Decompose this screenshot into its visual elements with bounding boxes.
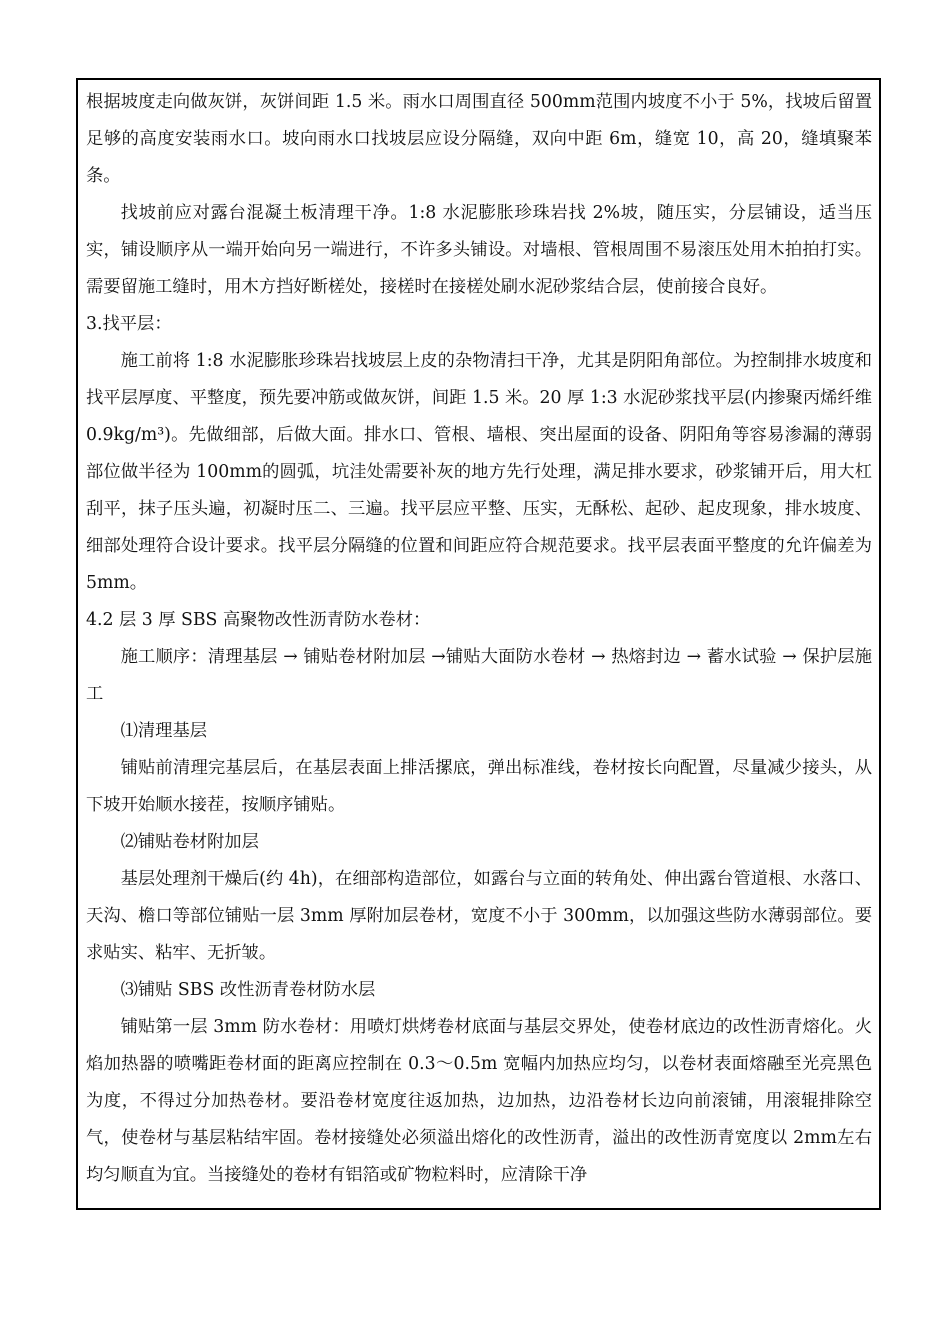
- heading-leveling-layer: 3.找平层：: [86, 314, 172, 334]
- subheading-additional-layer: ⑵铺贴卷材附加层: [120, 832, 259, 852]
- paragraph-first-membrane-layer: 铺贴第一层 3mm 防水卷材：用喷灯烘烤卷材底面与基层交界处，使卷材底边的改性沥青熔化。火焰加热器的喷嘴距卷材面的距离应控制在 0.3～0.5m 宽幅内加热应均匀，以卷材表面熔融至光亮黑色为度，不得过分加热卷材。要沿卷材宽度往返加热，边加热，边沿卷材长边向前滚铺，用滚辊排除空气，使卷材与基层粘结牢固。卷材接缝处必须溢出熔化的改性沥青，溢出的改性沥青宽度以 2mm左右均匀顺直为宜。当接缝处的卷材有铝箔或矿物粒料时，应清除干净: [86, 1017, 872, 1185]
- paragraph-slope-finding: 找坡前应对露台混凝土板清理干净。1:8 水泥膨胀珍珠岩找 2%坡，随压实，分层铺设，适当压实，铺设顺序从一端开始向另一端进行，不许多头铺设。对墙根、管根周围不易滚压处用木拍拍打实。需要留施工缝时，用木方挡好断槎处，接槎时在接槎处刷水泥砂浆结合层，使前接合良好。: [86, 203, 872, 297]
- subheading-clean-base: ⑴清理基层: [120, 721, 208, 741]
- document-body: [86, 84, 872, 1194]
- subheading-sbs-waterproof-layer: ⑶铺贴 SBS 改性沥青卷材防水层: [120, 980, 376, 1000]
- paragraph-slope-markers: 根据坡度走向做灰饼，灰饼间距 1.5 米。雨水口周围直径 500mm范围内坡度不小于 5%，找坡后留置足够的高度安装雨水口。坡向雨水口找坡层应设分隔缝，双向中距 6m，缝宽 10，高 20，缝填聚苯条。: [86, 92, 872, 186]
- paragraph-construction-sequence: 施工顺序：清理基层 → 铺贴卷材附加层 →铺贴大面防水卷材 → 热熔封边 → 蓄水试验 → 保护层施工: [86, 647, 872, 704]
- heading-sbs-membrane: 4.2 层 3 厚 SBS 高聚物改性沥青防水卷材：: [86, 610, 431, 630]
- paragraph-additional-layer: 基层处理剂干燥后(约 4h)，在细部构造部位，如露台与立面的转角处、伸出露台管道根、水落口、天沟、檐口等部位铺贴一层 3mm 厚附加层卷材，宽度不小于 300mm，以加强这些防水薄弱部位。要求贴实、粘牢、无折皱。: [86, 869, 872, 963]
- paragraph-clean-base: 铺贴前清理完基层后，在基层表面上排活摞底，弹出标准线，卷材按长向配置，尽量减少接头，从下坡开始顺水接茬，按顺序铺贴。: [86, 758, 872, 815]
- paragraph-leveling-layer: 施工前将 1:8 水泥膨胀珍珠岩找坡层上皮的杂物清扫干净，尤其是阴阳角部位。为控制排水坡度和找平层厚度、平整度，预先要冲筋或做灰饼，间距 1.5 米。20 厚 1:3 水泥砂浆找平层(内掺聚丙烯纤维 0.9kg/m³)。先做细部，后做大面。排水口、管根、墙根、突出屋面的设备、阴阳角等容易渗漏的薄弱部位做半径为 100mm的圆弧，坑洼处需要补灰的地方先行处理，满足排水要求，砂浆铺开后，用大杠刮平，抹子压头遍，初凝时压二、三遍。找平层应平整、压实，无酥松、起砂、起皮现象，排水坡度、细部处理符合设计要求。找平层分隔缝的位置和间距应符合规范要求。找平层表面平整度的允许偏差为 5mm。: [86, 351, 872, 593]
